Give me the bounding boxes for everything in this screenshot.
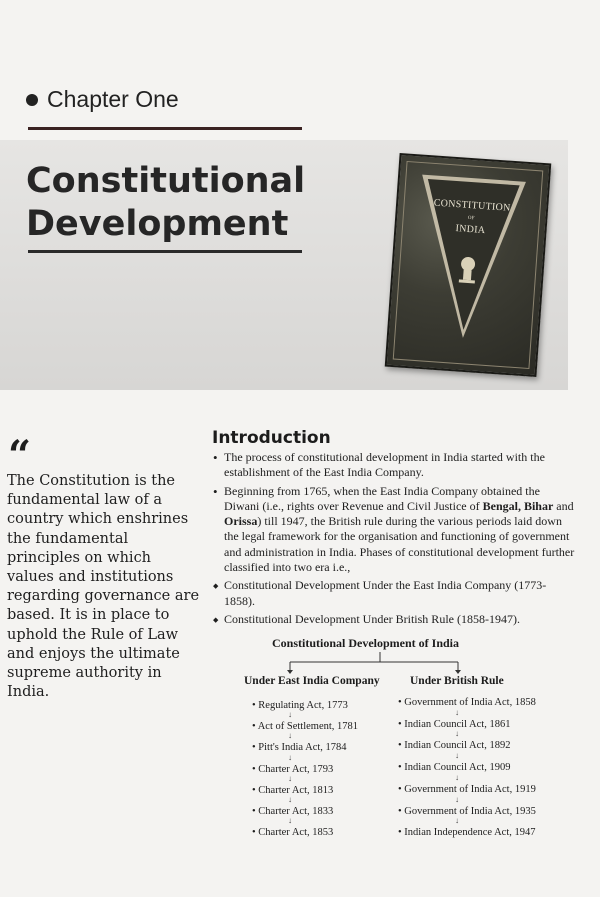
- flow-item-right: • Government of India Act, 1858: [398, 697, 536, 708]
- flowchart-left-heading: Under East India Company: [244, 675, 380, 687]
- intro-sub-bullet-2: ◆ Constitutional Development Under British Rule (1858-1947).: [212, 612, 577, 627]
- flow-item-right: • Government of India Act, 1935: [398, 805, 536, 817]
- intro-bullet-2-part-b: ) till 1947, the British rule during the various periods laid down the legal framework for the organisation and functioning of government and administration in India. Phases of constitutional development further classified into two era i.e.,: [224, 514, 575, 575]
- flow-item-right: • Indian Council Act, 1892: [398, 740, 511, 752]
- flow-item-left: • Charter Act, 1833: [252, 806, 334, 817]
- flow-arrow-icon: ↓: [288, 710, 292, 720]
- flow-arrow-icon: ↓: [455, 772, 459, 782]
- chapter-title-line-2: Development: [26, 204, 289, 244]
- flow-arrow-icon: ↓: [455, 816, 459, 826]
- flow-item-left: • Pitt's India Act, 1784: [252, 742, 347, 754]
- flow-arrow-icon: ↓: [288, 731, 292, 741]
- flow-arrow-icon: ↓: [288, 816, 292, 826]
- pull-quote: The Constitution is the fundamental law of a country which enshrines the fundamental principles on which values and institutions regarding governance are based. It is in place to uphold the Rule of Law and enjoys the ultimate supreme authority in India.: [7, 473, 200, 701]
- book-title-line-3: INDIA: [455, 223, 486, 237]
- flow-item-right: • Indian Council Act, 1909: [398, 762, 511, 774]
- flow-item-right: • Indian Council Act, 1861: [398, 718, 511, 730]
- flow-arrow-icon: ↓: [288, 773, 292, 783]
- flow-item-right: • Government of India Act, 1919: [398, 783, 536, 795]
- flow-arrow-icon: ↓: [455, 794, 459, 804]
- flow-arrow-icon: ↓: [455, 707, 459, 717]
- flow-item-left: • Charter Act, 1813: [252, 784, 334, 796]
- intro-bullet-1: • The process of constitutional development in India started with the establishment of the East India Company.: [212, 450, 577, 481]
- and-text: and: [553, 498, 574, 513]
- flow-arrow-icon: ↓: [288, 752, 292, 762]
- chapter-title-line-1: Constitutional: [26, 161, 306, 201]
- flow-item-left: • Act of Settlement, 1781: [252, 721, 359, 733]
- flow-item-right: • Indian Independence Act, 1947: [398, 827, 536, 839]
- flow-arrow-icon: ↓: [288, 795, 292, 804]
- chapter-label-text: Chapter One: [47, 86, 179, 112]
- quote-mark-icon: “: [8, 432, 32, 479]
- book-title-line-1: CONSTITUTION: [433, 197, 511, 214]
- bengal-text: Bengal,: [482, 498, 521, 513]
- bihar-text: Bihar: [523, 498, 554, 513]
- introduction-heading: Introduction: [212, 428, 331, 448]
- flow-item-left: • Charter Act, 1793: [252, 763, 334, 775]
- flow-arrow-icon: ↓: [455, 751, 459, 761]
- flow-item-left: • Regulating Act, 1773: [252, 700, 348, 711]
- book-title-line-2: OF: [467, 215, 475, 222]
- intro-sub-bullet-1: ◆ Constitutional Development Under the East India Company (1773-1858).: [212, 578, 577, 609]
- flow-arrow-icon: ↓: [455, 729, 459, 739]
- flow-item-left: • Charter Act, 1853: [252, 827, 334, 839]
- flowchart-title: Constitutional Development of India: [272, 636, 460, 650]
- orissa-text: Orissa: [224, 514, 258, 529]
- flowchart-right-heading: Under British Rule: [410, 675, 504, 687]
- intro-bullet-2-part-a: Beginning from 1765, when the East India Company obtained the Diwani (i.e., rights over Revenue and Civil Justice of: [224, 483, 540, 513]
